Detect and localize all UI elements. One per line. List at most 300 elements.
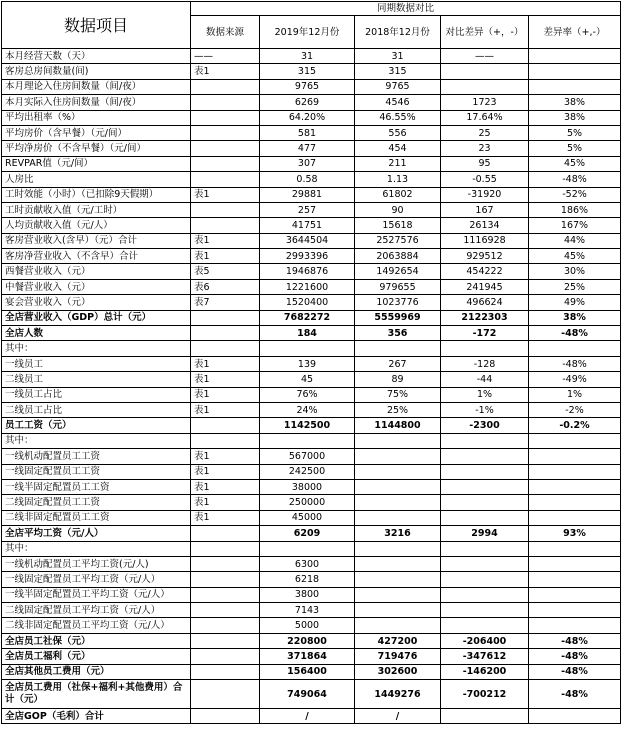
row-value-2019: 3800	[260, 587, 355, 602]
row-source	[191, 79, 260, 94]
row-rate: 1%	[529, 387, 621, 402]
row-value-2019: 184	[260, 326, 355, 341]
row-item-label: 人房比	[2, 172, 191, 187]
table-row	[2, 587, 621, 602]
row-value-2019: 64.20%	[260, 110, 355, 125]
row-diff: -206400	[441, 633, 529, 648]
table-row	[2, 541, 621, 556]
row-source: 表1	[191, 402, 260, 417]
row-diff	[441, 541, 529, 556]
row-diff: -0.55	[441, 172, 529, 187]
row-source	[191, 526, 260, 541]
row-diff: -1%	[441, 402, 529, 417]
row-source: 表1	[191, 64, 260, 79]
row-rate: -52%	[529, 187, 621, 202]
table-row	[2, 449, 621, 464]
table-body	[2, 49, 621, 724]
row-source: 表1	[191, 233, 260, 248]
row-item-label: 二线员工	[2, 372, 191, 387]
row-value-2018	[355, 495, 441, 510]
row-item-label: 全店GOP（毛利）合计	[2, 709, 191, 724]
row-diff: -146200	[441, 664, 529, 679]
row-item-label: 一线机动配置员工工资	[2, 449, 191, 464]
row-diff: -347612	[441, 649, 529, 664]
row-value-2018: 356	[355, 326, 441, 341]
row-value-2018: 61802	[355, 187, 441, 202]
row-diff: 1116928	[441, 233, 529, 248]
row-value-2019: 6300	[260, 556, 355, 571]
row-value-2018: /	[355, 709, 441, 724]
row-value-2018: 75%	[355, 387, 441, 402]
row-value-2018: 31	[355, 49, 441, 64]
row-value-2019: 5000	[260, 618, 355, 633]
row-item-label: 平均净房价（不含早餐）（元/间）	[2, 141, 191, 156]
row-value-2018: 1449276	[355, 680, 441, 709]
row-value-2018	[355, 449, 441, 464]
table-row	[2, 402, 621, 417]
table-row	[2, 387, 621, 402]
row-source	[191, 556, 260, 571]
row-diff	[441, 464, 529, 479]
row-source	[191, 633, 260, 648]
row-value-2019: 307	[260, 156, 355, 171]
header-col-2018: 2018年12月份	[355, 16, 441, 49]
row-rate	[529, 464, 621, 479]
row-rate: 44%	[529, 233, 621, 248]
row-diff: 2122303	[441, 310, 529, 325]
table-row	[2, 372, 621, 387]
row-source: ——	[191, 49, 260, 64]
row-source: 表1	[191, 356, 260, 371]
row-value-2019: 477	[260, 141, 355, 156]
row-value-2018: 211	[355, 156, 441, 171]
row-rate	[529, 495, 621, 510]
row-diff: -172	[441, 326, 529, 341]
table-row	[2, 510, 621, 525]
row-value-2019: 45	[260, 372, 355, 387]
row-item-label: 全店人数	[2, 326, 191, 341]
table-row	[2, 279, 621, 294]
table-row	[2, 603, 621, 618]
row-value-2018: 2527576	[355, 233, 441, 248]
row-rate: -49%	[529, 372, 621, 387]
table-row	[2, 310, 621, 325]
row-item-label: 二线员工占比	[2, 402, 191, 417]
row-diff	[441, 341, 529, 356]
row-value-2018: 556	[355, 125, 441, 140]
row-value-2018	[355, 541, 441, 556]
row-rate: 38%	[529, 95, 621, 110]
row-rate	[529, 556, 621, 571]
row-source	[191, 664, 260, 679]
row-source: 表1	[191, 479, 260, 494]
row-value-2019: 7682272	[260, 310, 355, 325]
row-source: 表1	[191, 510, 260, 525]
row-value-2019: 6218	[260, 572, 355, 587]
row-value-2019: 2993396	[260, 249, 355, 264]
row-rate: 38%	[529, 110, 621, 125]
row-value-2018: 427200	[355, 633, 441, 648]
row-value-2018	[355, 572, 441, 587]
row-value-2019: 242500	[260, 464, 355, 479]
row-rate: -0.2%	[529, 418, 621, 433]
row-diff: 26134	[441, 218, 529, 233]
row-rate: 5%	[529, 125, 621, 140]
row-value-2018: 2063884	[355, 249, 441, 264]
row-item-label: 客房总房间数量(间)	[2, 64, 191, 79]
row-rate	[529, 510, 621, 525]
row-diff: 1723	[441, 95, 529, 110]
row-source: 表1	[191, 464, 260, 479]
row-rate	[529, 64, 621, 79]
row-value-2018	[355, 618, 441, 633]
row-value-2018	[355, 510, 441, 525]
row-item-label: 全店员工社保（元）	[2, 633, 191, 648]
table-row	[2, 125, 621, 140]
row-item-label: 二线非固定配置员工工资	[2, 510, 191, 525]
row-value-2018: 719476	[355, 649, 441, 664]
row-source: 表1	[191, 387, 260, 402]
row-value-2019: 250000	[260, 495, 355, 510]
row-item-label: 一线半固定配置员工工资	[2, 479, 191, 494]
row-source: 表7	[191, 295, 260, 310]
table-row	[2, 202, 621, 217]
row-diff	[441, 587, 529, 602]
row-value-2019: 257	[260, 202, 355, 217]
row-source	[191, 603, 260, 618]
row-value-2018: 4546	[355, 95, 441, 110]
row-item-label: 客房净营业收入（不含早）合计	[2, 249, 191, 264]
row-rate: 49%	[529, 295, 621, 310]
row-value-2019: 29881	[260, 187, 355, 202]
row-item-label: 平均房价（含早餐）（元/间）	[2, 125, 191, 140]
row-value-2019: 0.58	[260, 172, 355, 187]
row-item-label: 全店员工福利（元）	[2, 649, 191, 664]
row-diff: -700212	[441, 680, 529, 709]
row-item-label: 一线机动配置员工平均工资(元/人)	[2, 556, 191, 571]
row-value-2019: 139	[260, 356, 355, 371]
row-source: 表1	[191, 372, 260, 387]
row-value-2019: 749064	[260, 680, 355, 709]
row-rate: 93%	[529, 526, 621, 541]
row-value-2018: 1492654	[355, 264, 441, 279]
row-value-2019: 6209	[260, 526, 355, 541]
row-value-2018	[355, 433, 441, 448]
row-diff: 17.64%	[441, 110, 529, 125]
table-row	[2, 264, 621, 279]
row-rate	[529, 709, 621, 724]
row-value-2019	[260, 341, 355, 356]
row-item-label: 工时效能（小时）（已扣除9天假期）	[2, 187, 191, 202]
row-value-2018: 1.13	[355, 172, 441, 187]
row-diff	[441, 510, 529, 525]
row-item-label: 本月理论入住房间数量（间/夜）	[2, 79, 191, 94]
table-row	[2, 433, 621, 448]
row-value-2019: 371864	[260, 649, 355, 664]
row-value-2019: 220800	[260, 633, 355, 648]
row-item-label: 一线固定配置员工工资	[2, 464, 191, 479]
table-row	[2, 495, 621, 510]
row-item-label: 其中：	[2, 541, 191, 556]
row-value-2018	[355, 587, 441, 602]
row-rate	[529, 618, 621, 633]
row-diff	[441, 64, 529, 79]
row-value-2018: 90	[355, 202, 441, 217]
header-col-diff: 对比差异（+，-）	[441, 16, 529, 49]
row-item-label: 人均贡献收入值（元/人）	[2, 218, 191, 233]
row-source	[191, 218, 260, 233]
row-value-2018: 5559969	[355, 310, 441, 325]
row-item-label: 本月实际入住房间数量（间/夜）	[2, 95, 191, 110]
row-value-2018: 1144800	[355, 418, 441, 433]
row-value-2018: 3216	[355, 526, 441, 541]
table-row	[2, 664, 621, 679]
row-diff: -44	[441, 372, 529, 387]
row-value-2019	[260, 541, 355, 556]
header-col-source: 数据来源	[191, 16, 260, 49]
row-rate	[529, 449, 621, 464]
row-source: 表1	[191, 495, 260, 510]
row-value-2019: 24%	[260, 402, 355, 417]
row-diff: 25	[441, 125, 529, 140]
row-item-label: 全店平均工资（元/人）	[2, 526, 191, 541]
row-value-2019: 1221600	[260, 279, 355, 294]
row-rate: 186%	[529, 202, 621, 217]
row-rate	[529, 572, 621, 587]
row-rate	[529, 479, 621, 494]
row-item-label: 本月经营天数（天）	[2, 49, 191, 64]
row-value-2019: 581	[260, 125, 355, 140]
row-diff	[441, 572, 529, 587]
row-diff: 929512	[441, 249, 529, 264]
table-row	[2, 218, 621, 233]
row-source: 表1	[191, 249, 260, 264]
row-source	[191, 156, 260, 171]
table-row	[2, 479, 621, 494]
row-source	[191, 618, 260, 633]
table-row	[2, 249, 621, 264]
row-source	[191, 572, 260, 587]
row-diff	[441, 495, 529, 510]
row-item-label: 其中：	[2, 433, 191, 448]
row-source	[191, 649, 260, 664]
row-rate: -2%	[529, 402, 621, 417]
header-title: 数据项目	[2, 2, 191, 49]
row-diff: 95	[441, 156, 529, 171]
header-group-label: 同期数据对比	[191, 2, 621, 16]
row-rate: 167%	[529, 218, 621, 233]
row-item-label: 二线非固定配置员工平均工资（元/人）	[2, 618, 191, 633]
table-row	[2, 356, 621, 371]
row-value-2018: 1023776	[355, 295, 441, 310]
row-rate	[529, 603, 621, 618]
table-row	[2, 187, 621, 202]
row-rate: 5%	[529, 141, 621, 156]
row-source	[191, 418, 260, 433]
table-row	[2, 79, 621, 94]
table-row	[2, 649, 621, 664]
table-row	[2, 680, 621, 709]
row-source	[191, 433, 260, 448]
header-col-rate: 差异率（+,-）	[529, 16, 621, 49]
table-row	[2, 633, 621, 648]
row-value-2019: 1520400	[260, 295, 355, 310]
row-value-2019: 6269	[260, 95, 355, 110]
row-value-2019: 76%	[260, 387, 355, 402]
row-rate	[529, 49, 621, 64]
row-rate: -48%	[529, 356, 621, 371]
row-source	[191, 125, 260, 140]
table-row	[2, 95, 621, 110]
row-item-label: 中餐营业收入（元）	[2, 279, 191, 294]
row-source	[191, 172, 260, 187]
row-rate: -48%	[529, 664, 621, 679]
row-source	[191, 326, 260, 341]
row-value-2019: 1946876	[260, 264, 355, 279]
row-rate	[529, 433, 621, 448]
row-source: 表1	[191, 187, 260, 202]
row-value-2018	[355, 603, 441, 618]
row-rate	[529, 79, 621, 94]
row-item-label: 一线固定配置员工平均工资（元/人）	[2, 572, 191, 587]
row-rate: -48%	[529, 172, 621, 187]
row-source: 表5	[191, 264, 260, 279]
row-source	[191, 341, 260, 356]
row-value-2019: 315	[260, 64, 355, 79]
row-diff	[441, 556, 529, 571]
row-value-2018	[355, 479, 441, 494]
row-item-label: REVPAR值（元/间）	[2, 156, 191, 171]
comparison-table	[1, 1, 621, 724]
row-value-2019: 41751	[260, 218, 355, 233]
table-row	[2, 418, 621, 433]
row-source	[191, 680, 260, 709]
table-row	[2, 464, 621, 479]
row-value-2018: 454	[355, 141, 441, 156]
row-source	[191, 141, 260, 156]
row-value-2018	[355, 341, 441, 356]
table-row	[2, 141, 621, 156]
row-value-2019: 1142500	[260, 418, 355, 433]
row-source: 表6	[191, 279, 260, 294]
table-row	[2, 49, 621, 64]
row-rate: -48%	[529, 680, 621, 709]
row-value-2018	[355, 556, 441, 571]
table-row	[2, 618, 621, 633]
row-item-label: 全店其他员工费用（元）	[2, 664, 191, 679]
row-value-2018: 25%	[355, 402, 441, 417]
row-value-2019: 9765	[260, 79, 355, 94]
row-item-label: 西餐营业收入（元）	[2, 264, 191, 279]
row-diff	[441, 618, 529, 633]
row-value-2018: 302600	[355, 664, 441, 679]
row-value-2019: 31	[260, 49, 355, 64]
row-value-2019: 38000	[260, 479, 355, 494]
row-diff: 23	[441, 141, 529, 156]
table-row	[2, 172, 621, 187]
table-row	[2, 64, 621, 79]
row-rate: -48%	[529, 649, 621, 664]
row-item-label: 宴会营业收入（元）	[2, 295, 191, 310]
row-diff: ——	[441, 49, 529, 64]
row-diff: 2994	[441, 526, 529, 541]
table-row	[2, 233, 621, 248]
table-row	[2, 556, 621, 571]
row-diff	[441, 479, 529, 494]
row-value-2018	[355, 464, 441, 479]
table-row	[2, 110, 621, 125]
row-rate	[529, 341, 621, 356]
row-source: 表1	[191, 449, 260, 464]
row-diff: -2300	[441, 418, 529, 433]
row-value-2018: 89	[355, 372, 441, 387]
row-value-2018: 315	[355, 64, 441, 79]
row-diff: 241945	[441, 279, 529, 294]
row-item-label: 客房营业收入(含早）（元）合计	[2, 233, 191, 248]
table-row	[2, 295, 621, 310]
row-diff: -31920	[441, 187, 529, 202]
row-source	[191, 110, 260, 125]
row-diff	[441, 449, 529, 464]
row-item-label: 一线员工	[2, 356, 191, 371]
row-rate	[529, 541, 621, 556]
table-row	[2, 526, 621, 541]
table-row	[2, 156, 621, 171]
row-value-2018: 979655	[355, 279, 441, 294]
row-diff: 496624	[441, 295, 529, 310]
row-rate: 25%	[529, 279, 621, 294]
row-source	[191, 587, 260, 602]
row-value-2019: 7143	[260, 603, 355, 618]
row-rate: 38%	[529, 310, 621, 325]
row-item-label: 一线员工占比	[2, 387, 191, 402]
table-row	[2, 709, 621, 724]
row-value-2019	[260, 433, 355, 448]
row-source	[191, 709, 260, 724]
row-rate: -48%	[529, 633, 621, 648]
row-item-label: 一线半固定配置员工平均工资（元/人）	[2, 587, 191, 602]
row-diff	[441, 709, 529, 724]
table-row	[2, 341, 621, 356]
table-row	[2, 572, 621, 587]
row-source	[191, 541, 260, 556]
row-item-label: 二线固定配置员工工资	[2, 495, 191, 510]
row-value-2019: 567000	[260, 449, 355, 464]
row-diff: 167	[441, 202, 529, 217]
row-source	[191, 95, 260, 110]
row-rate: 45%	[529, 249, 621, 264]
row-rate: 45%	[529, 156, 621, 171]
row-diff: -128	[441, 356, 529, 371]
row-diff	[441, 603, 529, 618]
row-rate: -48%	[529, 326, 621, 341]
row-item-label: 平均出租率（%）	[2, 110, 191, 125]
row-rate: 30%	[529, 264, 621, 279]
row-source	[191, 202, 260, 217]
row-diff: 454222	[441, 264, 529, 279]
row-value-2019: 45000	[260, 510, 355, 525]
row-value-2018: 9765	[355, 79, 441, 94]
row-value-2018: 46.55%	[355, 110, 441, 125]
table-row	[2, 326, 621, 341]
row-item-label: 全店营业收入（GDP）总计（元）	[2, 310, 191, 325]
row-item-label: 全店员工费用（社保+福利+其他费用）合计（元）	[2, 680, 191, 709]
row-value-2019: /	[260, 709, 355, 724]
row-value-2018: 15618	[355, 218, 441, 233]
row-diff	[441, 79, 529, 94]
row-value-2019: 156400	[260, 664, 355, 679]
row-rate	[529, 587, 621, 602]
